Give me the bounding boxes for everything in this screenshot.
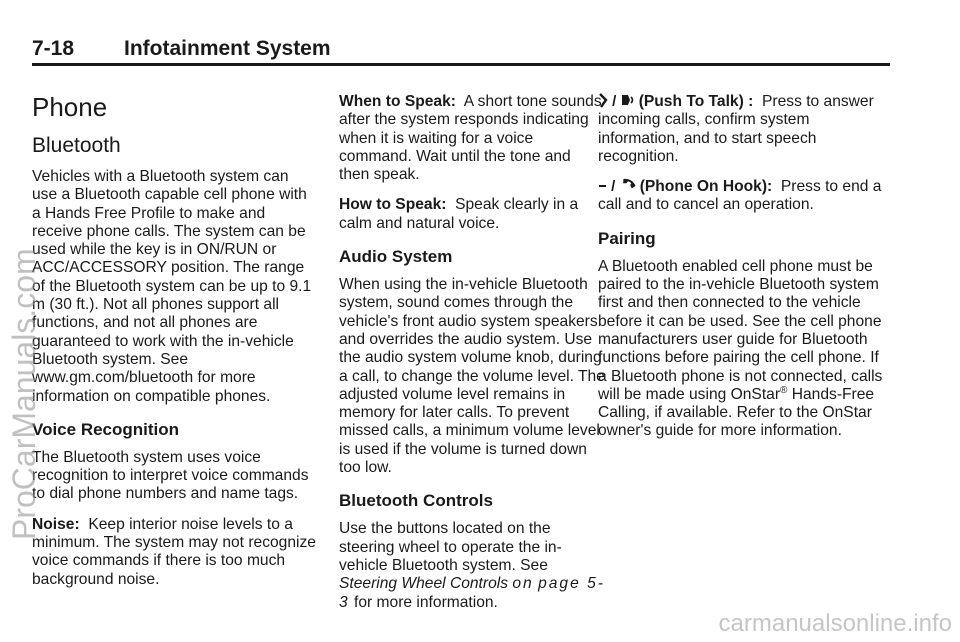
controls-text: Use the buttons located on the steering wheel to operate the in-vehicle Bluetooth system. See [339,520,562,574]
steering-wheel-talk-icon [598,93,608,108]
how-label: How to Speak: [339,196,447,214]
paragraph-push-to-talk [598,93,890,166]
header-rule [32,63,890,66]
footer-watermark: carmanualsonline.info [718,610,952,637]
paragraph-bluetooth-controls [339,520,605,611]
when-text: A short tone sounds after the system responds indicating when it is waiting for a voice command. Wait until the tone and then speak. [339,93,602,184]
paragraph-how-to-speak [339,196,605,233]
paragraph-noise [32,516,316,589]
column-1 [32,86,316,601]
when-label: When to Speak: [339,93,456,110]
paragraph-audio-system: When using the in-vehicle Bluetooth system, sound comes through the vehicle's front audio system speakers and overrides the audio system. Use the audio system volume knob, during a call, to change the volume level. The adjusted volume level remains in memory for later calls. To prevent missed calls, a minimum volume level is used if the volume is turned down too low. [339,276,605,477]
side-watermark: ProCarManuals.com [6,248,42,540]
heading-bluetooth-controls: Bluetooth Controls [339,491,493,511]
phone-on-hook-icons: / [598,178,640,195]
section-title: Infotainment System [124,37,331,60]
pairing-text: A Bluetooth enabled cell phone must be paired to the in-vehicle Bluetooth system first and then connected to the vehicle before it can be used. See the cell phone manufacturers user guide for Bluetooth functions before pairing the cell phone. If a Bluetooth phone is not connected, calls will be made using OnStar [598,257,883,403]
heading-audio-system: Audio System [339,247,453,267]
noise-label: Noise: [32,515,80,533]
controls-reference-on: on [512,575,534,593]
controls-reference[interactable]: Steering Wheel Controls [339,575,509,593]
heading-phone: Phone [32,92,108,122]
pairing-text-end: Hands-Free Calling, if available. Refer to the OnStar owner's guide for more information. [598,385,875,440]
paragraph-pairing [598,258,890,441]
minus-icon [598,178,607,193]
paragraph-bluetooth: Vehicles with a Bluetooth system can use a Bluetooth capable cell phone with a Hands Free Profile to make and receive phone calls. The system can be used while the key is in ON/RUN or ACC/ACCESSORY position. The range of the Bluetooth system can be up to 9.1 m (30 ft.). Not all phones support all functions, and not all phones are guaranteed to work with the in-vehicle Bluetooth system. See www.gm.com/bluetooth for more information on compatible phones. [32,168,312,405]
push-to-talk-label: (Push To Talk) : [638,93,754,110]
phone-on-hook-label: (Phone On Hook): [639,178,773,196]
paragraph-voice-recognition: The Bluetooth system uses voice recognition to interpret voice commands to dial phone numbers and name tags. [32,448,309,503]
column-2 [339,93,605,624]
page-number: 7-18 [32,37,75,60]
push-to-talk-text: Press to answer incoming calls, confirm system information, and to start speech recognition. [598,93,874,165]
controls-reference-page[interactable]: page 5-3 [339,575,605,611]
heading-voice-recognition: Voice Recognition [32,419,180,439]
page-header [32,36,890,62]
paragraph-phone-on-hook [598,178,890,215]
noise-text: Keep interior noise levels to a minimum. The system may not recognize voice commands if there is too much background noise. [32,515,316,588]
phone-hang-up-icon [620,178,636,193]
paragraph-when-to-speak [339,93,605,184]
voice-talk-icon [621,93,635,108]
controls-text-end: for more information. [354,593,498,611]
push-to-talk-icons: / [598,93,639,110]
heading-pairing: Pairing [598,228,656,248]
column-3 [598,93,890,453]
heading-bluetooth: Bluetooth [32,134,121,157]
registered-mark: ® [780,384,788,396]
phone-on-hook-text: Press to end a call and to cancel an operation. [598,178,882,214]
how-text: Speak clearly in a calm and natural voice. [339,196,579,232]
